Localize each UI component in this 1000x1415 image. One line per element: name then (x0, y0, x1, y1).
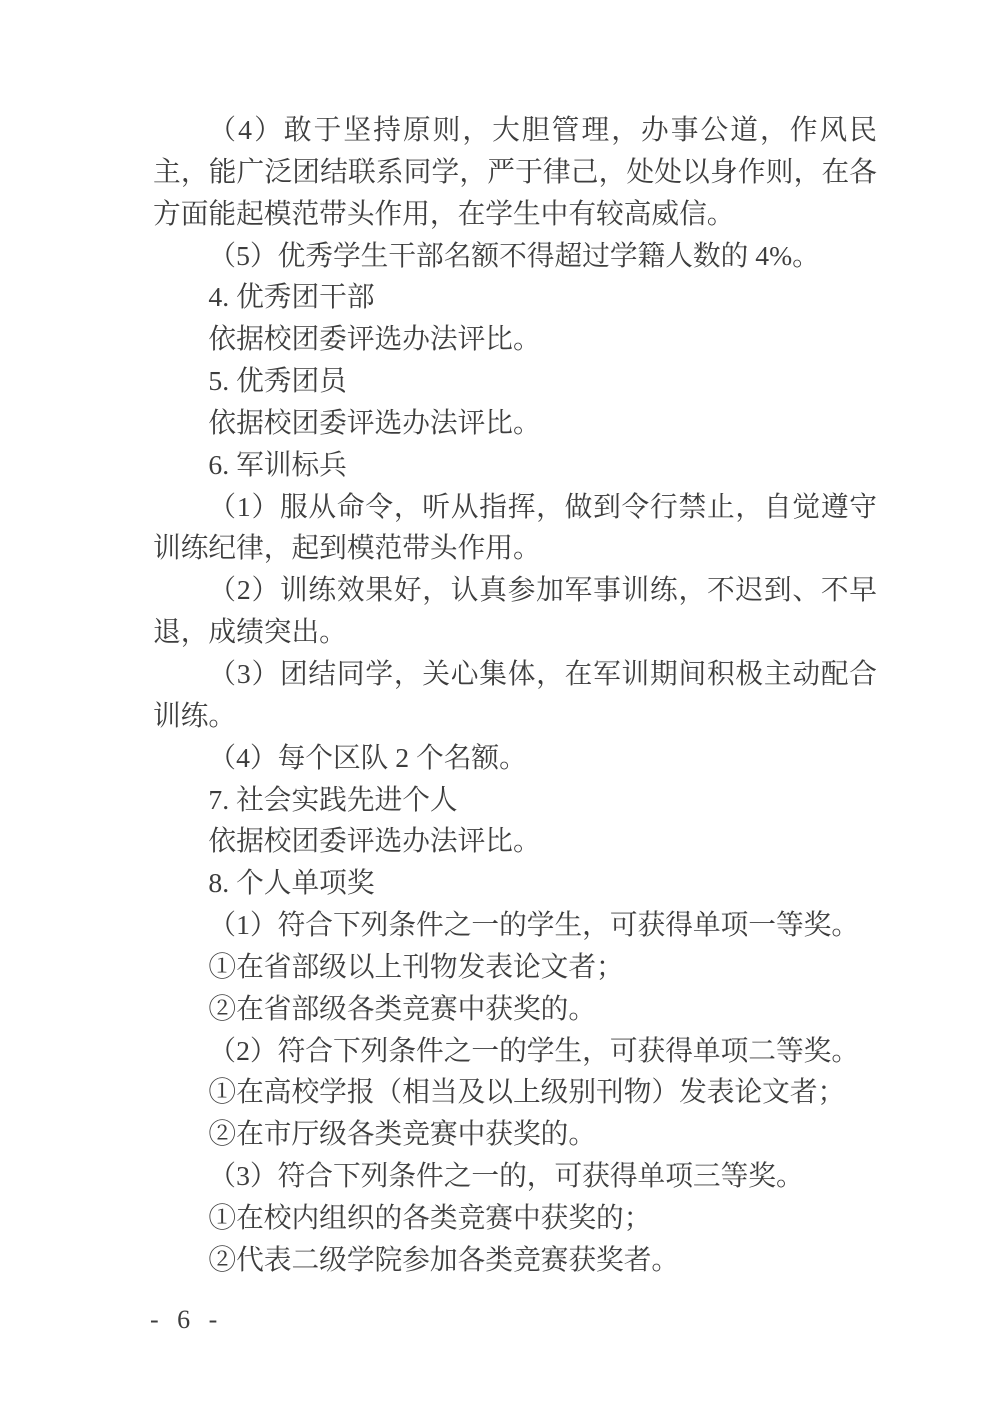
paragraph: 依据校团委评选办法评比。 (208, 323, 541, 355)
paragraph: ①在高校学报（相当及以上级别刊物）发表论文者； (208, 1076, 846, 1108)
paragraph: （1）服从命令，听从指挥，做到令行禁止，自觉遵守训练纪律，起到模范带头作用。 (153, 490, 877, 564)
paragraph: 7. 社会实践先进个人 (208, 783, 458, 815)
paragraph: （2）训练效果好，认真参加军事训练，不迟到、不早退，成绩突出。 (153, 574, 877, 648)
paragraph: （1）符合下列条件之一的学生，可获得单项一等奖。 (208, 909, 860, 941)
paragraph: （5）优秀学生干部名额不得超过学籍人数的 4%。 (208, 239, 820, 271)
paragraph: 8. 个人单项奖 (208, 867, 375, 899)
paragraph: ①在校内组织的各类竞赛中获奖的； (208, 1201, 652, 1233)
paragraph: 6. 军训标兵 (208, 448, 347, 480)
paragraph: （4）敢于坚持原则，大胆管理，办事公道，作风民主，能广泛团结联系同学，严于律己，处处以身作则，在各方面能起模范带头作用，在学生中有较高威信。 (153, 114, 877, 229)
paragraph: 依据校团委评选办法评比。 (208, 825, 541, 857)
paragraph: ①在省部级以上刊物发表论文者； (208, 950, 624, 982)
page-number: - 6 - (150, 1305, 224, 1334)
paragraph: 5. 优秀团员 (208, 365, 347, 397)
paragraph: 4. 优秀团干部 (208, 281, 375, 313)
paragraph: （3）符合下列条件之一的，可获得单项三等奖。 (208, 1160, 804, 1192)
document-body (153, 109, 877, 1281)
paragraph: ②代表二级学院参加各类竞赛获奖者。 (208, 1243, 680, 1275)
paragraph: （3）团结同学，关心集体，在军训期间积极主动配合训练。 (153, 657, 877, 731)
paragraph: （4）每个区队 2 个名额。 (208, 741, 527, 773)
paragraph: ②在市厅级各类竞赛中获奖的。 (208, 1118, 597, 1150)
paragraph: ②在省部级各类竞赛中获奖的。 (208, 992, 597, 1024)
paragraph: （2）符合下列条件之一的学生，可获得单项二等奖。 (208, 1034, 860, 1066)
paragraph: 依据校团委评选办法评比。 (208, 406, 541, 438)
